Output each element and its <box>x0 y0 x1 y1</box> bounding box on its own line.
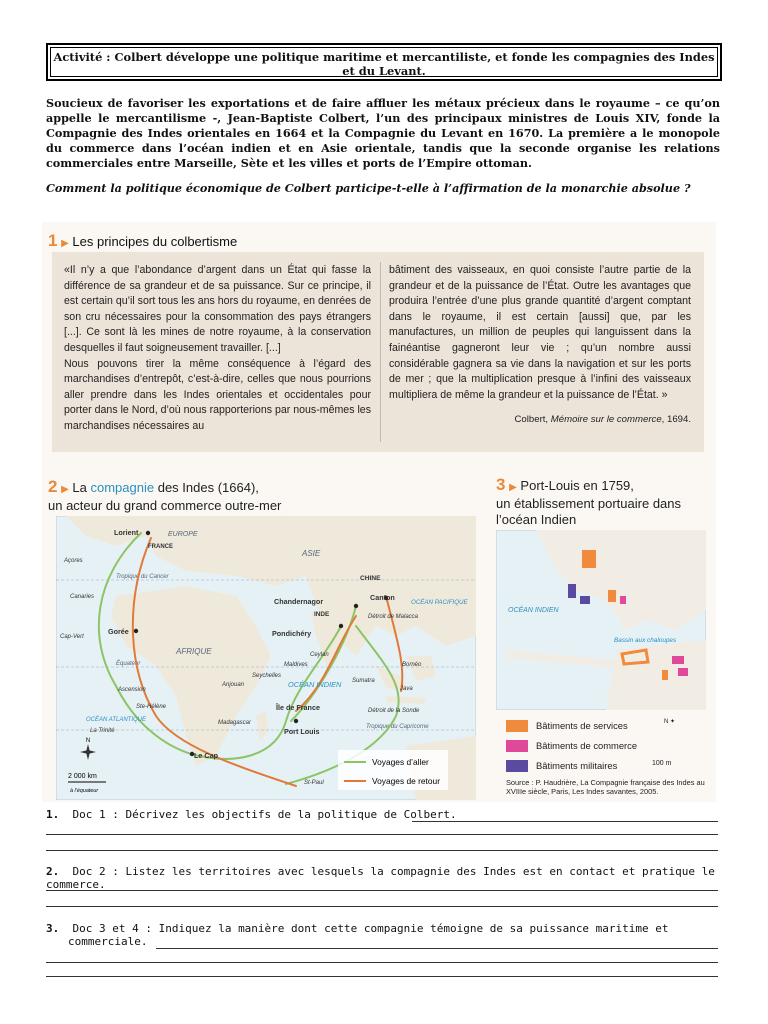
activity-title: Activité : Colbert développe une politique maritime et mercantiliste, et fonde les compagnies des Indes et du Levant. <box>50 47 718 77</box>
answer-line[interactable] <box>46 962 718 963</box>
svg-text:Açores: Açores <box>64 558 83 564</box>
svg-text:INDE: INDE <box>314 611 330 618</box>
svg-text:Voyages d’aller: Voyages d’aller <box>372 757 429 767</box>
svg-text:N: N <box>85 738 91 744</box>
doc1-title: Les principes du colbertisme <box>72 234 238 249</box>
svg-text:Équateur: Équateur <box>116 661 141 667</box>
svg-text:Le Cap: Le Cap <box>194 751 218 760</box>
svg-text:Île de France: Île de France <box>276 703 320 712</box>
svg-text:Bassin aux chaloupes: Bassin aux chaloupes <box>614 637 677 644</box>
answer-line[interactable] <box>46 890 718 891</box>
svg-text:Chandernagor: Chandernagor <box>274 597 324 606</box>
svg-text:Tropique du Capricorne: Tropique du Capricorne <box>366 724 429 730</box>
answer-line[interactable] <box>412 821 718 822</box>
svg-text:Java: Java <box>400 686 413 692</box>
answer-line[interactable] <box>156 948 718 949</box>
svg-text:OCÉAN ATLANTIQUE: OCÉAN ATLANTIQUE <box>86 717 147 723</box>
svg-text:à l’équateur: à l’équateur <box>70 788 99 794</box>
svg-text:Seychelles: Seychelles <box>252 673 282 679</box>
question-1: 1. Doc 1 : Décrivez les objectifs de la politique de Colbert. <box>46 808 457 821</box>
doc1-column-left <box>64 263 371 435</box>
doc3-heading: 3 ▶ Port-Louis en 1759, un établissement portuaire dans l’océan Indien <box>496 475 682 527</box>
svg-text:OCÉAN PACIFIQUE: OCÉAN PACIFIQUE <box>411 599 468 606</box>
svg-text:OCÉAN INDIEN: OCÉAN INDIEN <box>288 680 342 689</box>
svg-text:ASIE: ASIE <box>302 549 321 558</box>
answer-line[interactable] <box>46 906 718 907</box>
svg-text:Cap-Vert: Cap-Vert <box>60 634 84 640</box>
svg-text:Gorée: Gorée <box>108 627 129 636</box>
svg-text:Pondichéry: Pondichéry <box>272 629 312 638</box>
doc1-paragraph-2: Nous pouvons tirer la même conséquence à l’égard des marchandises d’entrepôt, c’est-à-dire, celles que nous pourrions aller prendre dans les Indes orientales et occidentales pour porter dans le Nord, d’où nous rapporterions par nous-mêmes les marchandises nécessaires au <box>64 357 371 432</box>
column-divider <box>380 262 381 442</box>
triangle-icon: ▶ <box>61 484 69 495</box>
activity-title-box <box>46 43 722 81</box>
triangle-icon: ▶ <box>509 482 517 493</box>
doc2-heading: 2 ▶ La compagnie des Indes (1664), un acteur du grand commerce outre-mer <box>48 477 282 513</box>
trade-routes-map <box>56 516 476 800</box>
doc1-source: Colbert, Mémoire sur le commerce, 1694. <box>514 414 691 425</box>
doc1-column-right: bâtiment des vaisseaux, en quoi consiste l’autre partie de la grandeur et de la puissance de l’État. Outre les avantages que produira l’entrée d’une plus grande quantité d’argent comptant dans le royaume, il est certain [aussi] que, par les manufactures, un million de peuples qui languissent dans la fainéantise gagneront leur vie ; qu’un nombre aussi considérable gagnera sa vie dans la navigation et sur les ports de mer ; que la multiplication presque à l’infini des vaisseaux multipliera de même la grandeur et la puissance de l’État. » <box>389 264 691 401</box>
svg-text:Canaries: Canaries <box>70 594 95 600</box>
svg-text:AFRIQUE: AFRIQUE <box>176 647 212 656</box>
svg-text:Ceylan: Ceylan <box>310 652 329 658</box>
svg-text:FRANCE: FRANCE <box>148 544 173 550</box>
doc3-source: Source : P. Haudrière, La Compagnie française des Indes au XVIIIe siècle, Paris, Les Indes savantes, 2005. <box>506 778 705 796</box>
question-3: 3. Doc 3 et 4 : Indiquez la manière dont cette compagnie témoigne de sa puissance maritime et commerciale. <box>46 922 669 948</box>
answer-line[interactable] <box>46 976 718 977</box>
problem-question: Comment la politique économique de Colbert participe-t-elle à l’affirmation de la monarchie absolue ? <box>46 181 691 195</box>
doc3-legend: Bâtiments de services Bâtiments de commerce Bâtiments militaires N ✦ 100 m Source : P. Haudrière, La Compagnie française des Indes au XVIIIe siècle, Paris, Les Indes savantes, 2005. <box>506 719 705 796</box>
svg-text:Maldives: Maldives <box>284 662 308 668</box>
svg-text:Anjouan: Anjouan <box>222 682 245 688</box>
svg-text:CHINE: CHINE <box>360 575 381 582</box>
doc1-paragraph-1: «Il n’y a que l’abondance d’argent dans un État qui fasse la différence de sa grandeur et de sa puissance. Sur ce principe, il est certain qu’il sort tous les ans hors du royaume, en denrées de son cru nécessaires pour la consommation des pays étrangers [...]. Ce sont là les mines de notre royaume, à la conservation desquelles il faut soigneusement travailler. [...] <box>64 264 371 354</box>
answer-line[interactable] <box>46 834 718 835</box>
svg-text:La Trinité: La Trinité <box>90 728 115 734</box>
svg-text:2 000 km: 2 000 km <box>68 773 97 780</box>
svg-text:Ascension: Ascension <box>118 687 146 693</box>
svg-text:EUROPE: EUROPE <box>168 531 198 538</box>
intro-paragraph: Soucieux de favoriser les exportations et de faire affluer les métaux précieux dans le royaume – ce qu’on appelle le mercantilisme -, Jean-Baptiste Colbert, l’un des principaux ministres de Louis XIV, fonde la Compagnie des Indes orientales en 1664 et la Compagnie du Levant en 1670. La première a le monopole du commerce dans l’océan indien et en Asie orientale, tandis que la seconde organise les relations commerciales entre Marseille, Sète et les villes et ports de l’Empire ottoman. <box>46 96 720 170</box>
svg-text:Ste-Hélène: Ste-Hélène <box>136 704 167 710</box>
svg-text:Madagascar: Madagascar <box>218 720 252 726</box>
plan-scale: 100 m <box>652 760 672 767</box>
answer-line[interactable] <box>46 850 718 851</box>
svg-text:St-Paul: St-Paul <box>304 780 324 786</box>
svg-text:Sumatra: Sumatra <box>352 678 375 684</box>
svg-text:Détroit de la Sonde: Détroit de la Sonde <box>368 708 420 714</box>
compass-icon: N ✦ <box>664 719 676 725</box>
svg-text:Détroit de Malacca: Détroit de Malacca <box>368 614 419 620</box>
svg-text:Bornéo: Bornéo <box>402 662 422 668</box>
svg-text:Tropique du Cancer: Tropique du Cancer <box>116 574 169 580</box>
port-louis-plan <box>496 530 706 710</box>
svg-text:Canton: Canton <box>370 593 395 602</box>
svg-text:Lorient: Lorient <box>114 528 139 537</box>
svg-text:Voyages de retour: Voyages de retour <box>372 776 440 786</box>
doc1-number: 1 <box>48 231 58 250</box>
svg-text:OCÉAN INDIEN: OCÉAN INDIEN <box>508 607 559 614</box>
doc1-heading <box>48 231 237 251</box>
triangle-icon: ▶ <box>61 238 69 249</box>
svg-text:Port Louis: Port Louis <box>284 727 320 736</box>
question-2: 2. Doc 2 : Listez les territoires avec lesquels la compagnie des Indes est en contact et pratique le commerce. <box>46 865 715 891</box>
